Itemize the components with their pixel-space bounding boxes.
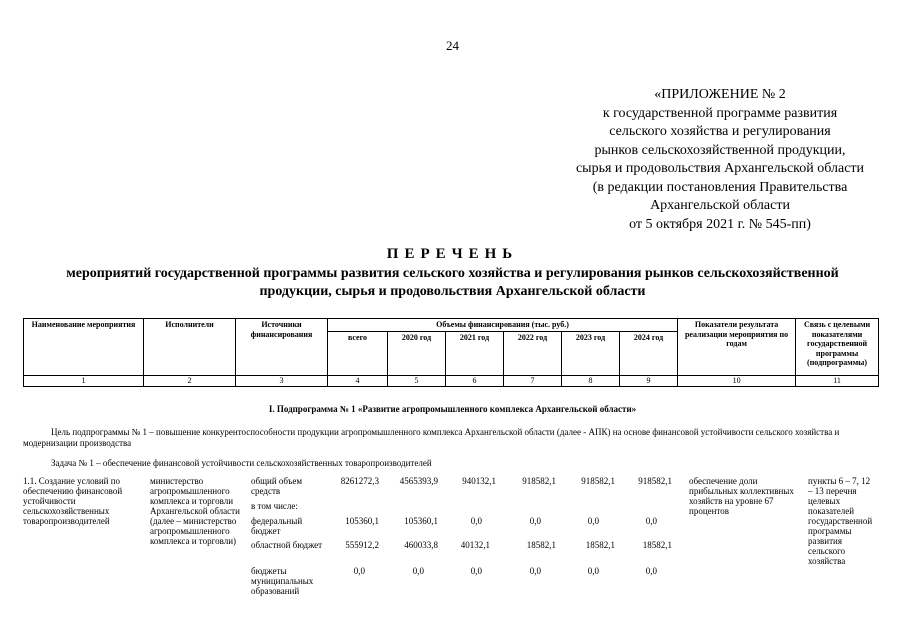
section-title: I. Подпрограмма № 1 «Развитие агропромышленного комплекса Архангельской области»	[268, 404, 637, 414]
value-regional-2021: 40132,1	[460, 540, 490, 550]
column-number: 5	[388, 375, 446, 386]
document-title: ПЕРЕЧЕНЬ	[386, 246, 519, 262]
column-number: 6	[446, 375, 504, 386]
activity-executors: министерство агропромышленного комплекса и торговли Архангельской области (далее – министерство агропромышленного комплекса и торговли)	[150, 476, 240, 546]
value-municipal-2024: 0,0	[645, 566, 657, 576]
value-municipal-all: 0,0	[353, 566, 365, 576]
appendix-line: сырья и продовольствия Архангельской области	[575, 161, 865, 176]
source-label: областной бюджет	[251, 540, 323, 550]
value-total-2020: 4565393,9	[399, 476, 438, 486]
value-federal-2024: 0,0	[645, 516, 657, 526]
source-label: общий объем средств	[251, 476, 303, 496]
header-total: всего	[328, 331, 388, 375]
value-regional-2022: 18582,1	[526, 540, 556, 550]
header-2020: 2020 год	[388, 331, 446, 375]
value-municipal-2022: 0,0	[529, 566, 541, 576]
header-2024: 2024 год	[620, 331, 678, 375]
value-total-2024: 918582,1	[638, 476, 672, 486]
value-federal-2022: 0,0	[529, 516, 541, 526]
subprogram-goal: Цель подпрограммы № 1 – повышение конкурентоспособности продукции агропромышленного комплекса Архангельской области (далее - АПК) на основе финансовой устойчивости сельского хозяйства и модернизации производства	[23, 427, 840, 448]
appendix-line: к государственной программе развития	[602, 105, 838, 121]
page-number: 24	[446, 38, 459, 53]
document-subtitle: мероприятий государственной программы развития сельского хозяйства и регулирования рынков сельскохозяйственной продукции, сырья и продовольствия Архангельской области	[66, 266, 839, 299]
appendix-line: Архангельской области	[650, 198, 790, 213]
header-executors: Исполнители	[144, 319, 236, 376]
column-number: 2	[144, 375, 236, 386]
value-federal-2020: 105360,1	[404, 516, 438, 526]
column-number: 3	[236, 375, 328, 386]
column-number: 9	[620, 375, 678, 386]
value-total-2023: 918582,1	[581, 476, 615, 486]
value-municipal-2021: 0,0	[470, 566, 482, 576]
header-2021: 2021 год	[446, 331, 504, 375]
activity-name: 1.1. Создание условий по обеспечению финансовой устойчивости сельскохозяйственных товаропроизводителей	[23, 476, 123, 526]
appendix-header	[560, 86, 880, 234]
value-municipal-2020: 0,0	[412, 566, 424, 576]
value-municipal-2023: 0,0	[587, 566, 599, 576]
appendix-line: (в редакции постановления Правительства	[592, 179, 848, 195]
header-volumes: Объемы финансирования (тыс. руб.)	[328, 319, 678, 332]
source-label: в том числе:	[251, 501, 298, 511]
header-2023: 2023 год	[562, 331, 620, 375]
value-federal-all: 105360,1	[345, 516, 379, 526]
header-sources: Источники финансирования	[236, 319, 328, 376]
column-number: 1	[24, 375, 144, 386]
appendix-line: от 5 октября 2021 г. № 545-пп)	[629, 216, 811, 232]
header-name: Наименование мероприятия	[24, 319, 144, 376]
column-number: 11	[796, 375, 879, 386]
value-federal-2021: 0,0	[470, 516, 482, 526]
value-total-2022: 918582,1	[522, 476, 556, 486]
appendix-line: сельского хозяйства и регулирования	[609, 124, 831, 139]
header-link: Связь с целевыми показателями государственной программы (подпрограммы)	[796, 319, 879, 376]
financing-table-header	[23, 318, 879, 387]
column-number: 4	[328, 375, 388, 386]
source-label: бюджеты муниципальных образований	[251, 566, 314, 596]
value-total-2021: 940132,1	[462, 476, 496, 486]
activity-indicator: обеспечение доли прибыльных коллективных хозяйств на уровне 67 процентов	[689, 476, 794, 516]
source-label: федеральный бюджет	[251, 516, 303, 536]
appendix-line: рынков сельскохозяйственной продукции,	[594, 142, 846, 158]
header-indicators: Показатели результата реализации мероприятия по годам	[678, 319, 796, 376]
appendix-line: «ПРИЛОЖЕНИЕ № 2	[654, 87, 786, 102]
activity-link: пункты 6 – 7, 12 – 13 перечня целевых показателей государственной программы развития сельского хозяйства	[808, 476, 873, 566]
column-number: 10	[678, 375, 796, 386]
value-total-all: 8261272,3	[340, 476, 379, 486]
value-regional-all: 555912,2	[345, 540, 379, 550]
column-number: 8	[562, 375, 620, 386]
value-regional-2023: 18582,1	[585, 540, 615, 550]
task-title: Задача № 1 – обеспечение финансовой устойчивости сельскохозяйственных товаропроизводителей	[51, 458, 432, 468]
value-regional-2020: 460033,8	[404, 540, 438, 550]
value-federal-2023: 0,0	[587, 516, 599, 526]
header-2022: 2022 год	[504, 331, 562, 375]
column-number: 7	[504, 375, 562, 386]
value-regional-2024: 18582,1	[642, 540, 672, 550]
